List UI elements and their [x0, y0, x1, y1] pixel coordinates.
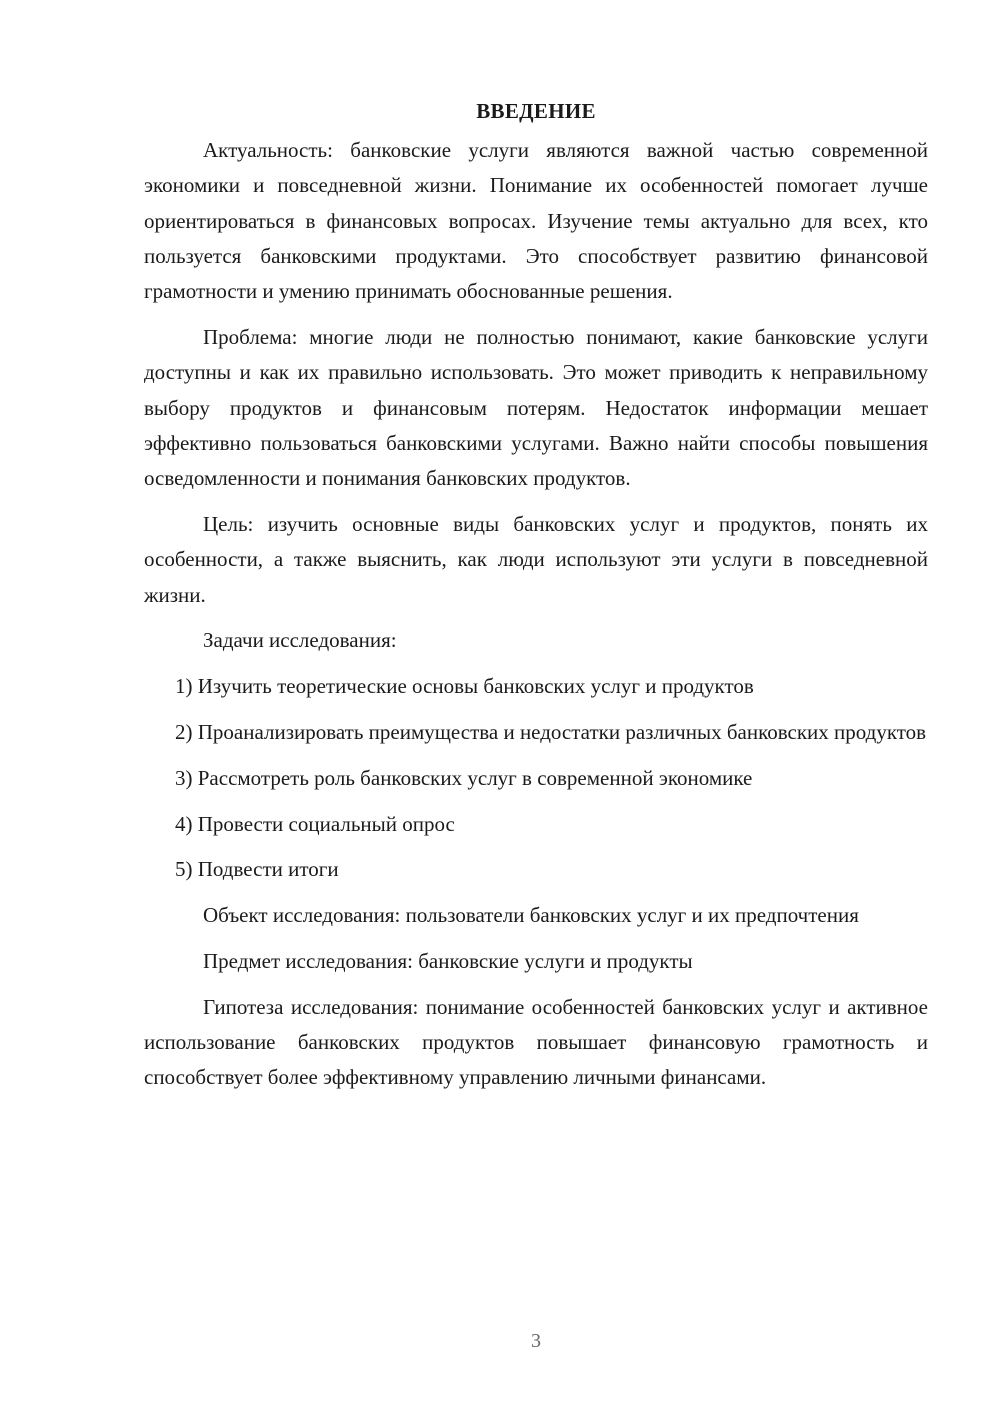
- paragraph-hypothesis: Гипотеза исследования: понимание особенностей банковских услуг и активное использование банковских продуктов повышает финансовую грамотность и способствует более эффективному управлению личными финансами.: [144, 994, 928, 1090]
- task-item-5: 5) Подвести итоги: [175, 857, 339, 882]
- paragraph-goal: Цель: изучить основные виды банковских услуг и продуктов, понять их особенности, а также выяснить, как люди используют эти услуги в повседневной жизни.: [144, 511, 928, 607]
- page-number: 3: [531, 1330, 541, 1352]
- task-item-2: 2) Проанализировать преимущества и недостатки различных банковских продуктов: [175, 719, 927, 744]
- paragraph-subject: Предмет исследования: банковские услуги и продукты: [203, 948, 693, 973]
- task-item-4: 4) Провести социальный опрос: [175, 811, 455, 836]
- paragraph-relevance: Актуальность: банковские услуги являются важной частью современной экономики и повседневной жизни. Понимание их особенностей помогает лучше ориентироваться в финансовых вопросах. Изучение темы актуально для всех, кто пользуется банковскими продуктами. Это способствует развитию финансовой грамотности и умению принимать обоснованные решения.: [144, 138, 928, 304]
- task-item-1: 1) Изучить теоретические основы банковских услуг и продуктов: [175, 674, 754, 699]
- document-page: [144, 94, 928, 1106]
- task-item-3: 3) Рассмотреть роль банковских услуг в современной экономике: [175, 765, 753, 790]
- paragraph-object: Объект исследования: пользователи банковских услуг и их предпочтения: [203, 903, 859, 928]
- paragraph-problem: Проблема: многие люди не полностью понимают, какие банковские услуги доступны и как их правильно использовать. Это может приводить к неправильному выбору продуктов и финансовым потерям. Недостаток информации мешает эффективно пользоваться банковскими услугами. Важно найти способы повышения осведомленности и понимания банковских продуктов.: [144, 324, 928, 491]
- paragraph-tasks-heading: Задачи исследования:: [203, 628, 397, 653]
- section-title: ВВЕДЕНИЕ: [476, 99, 596, 123]
